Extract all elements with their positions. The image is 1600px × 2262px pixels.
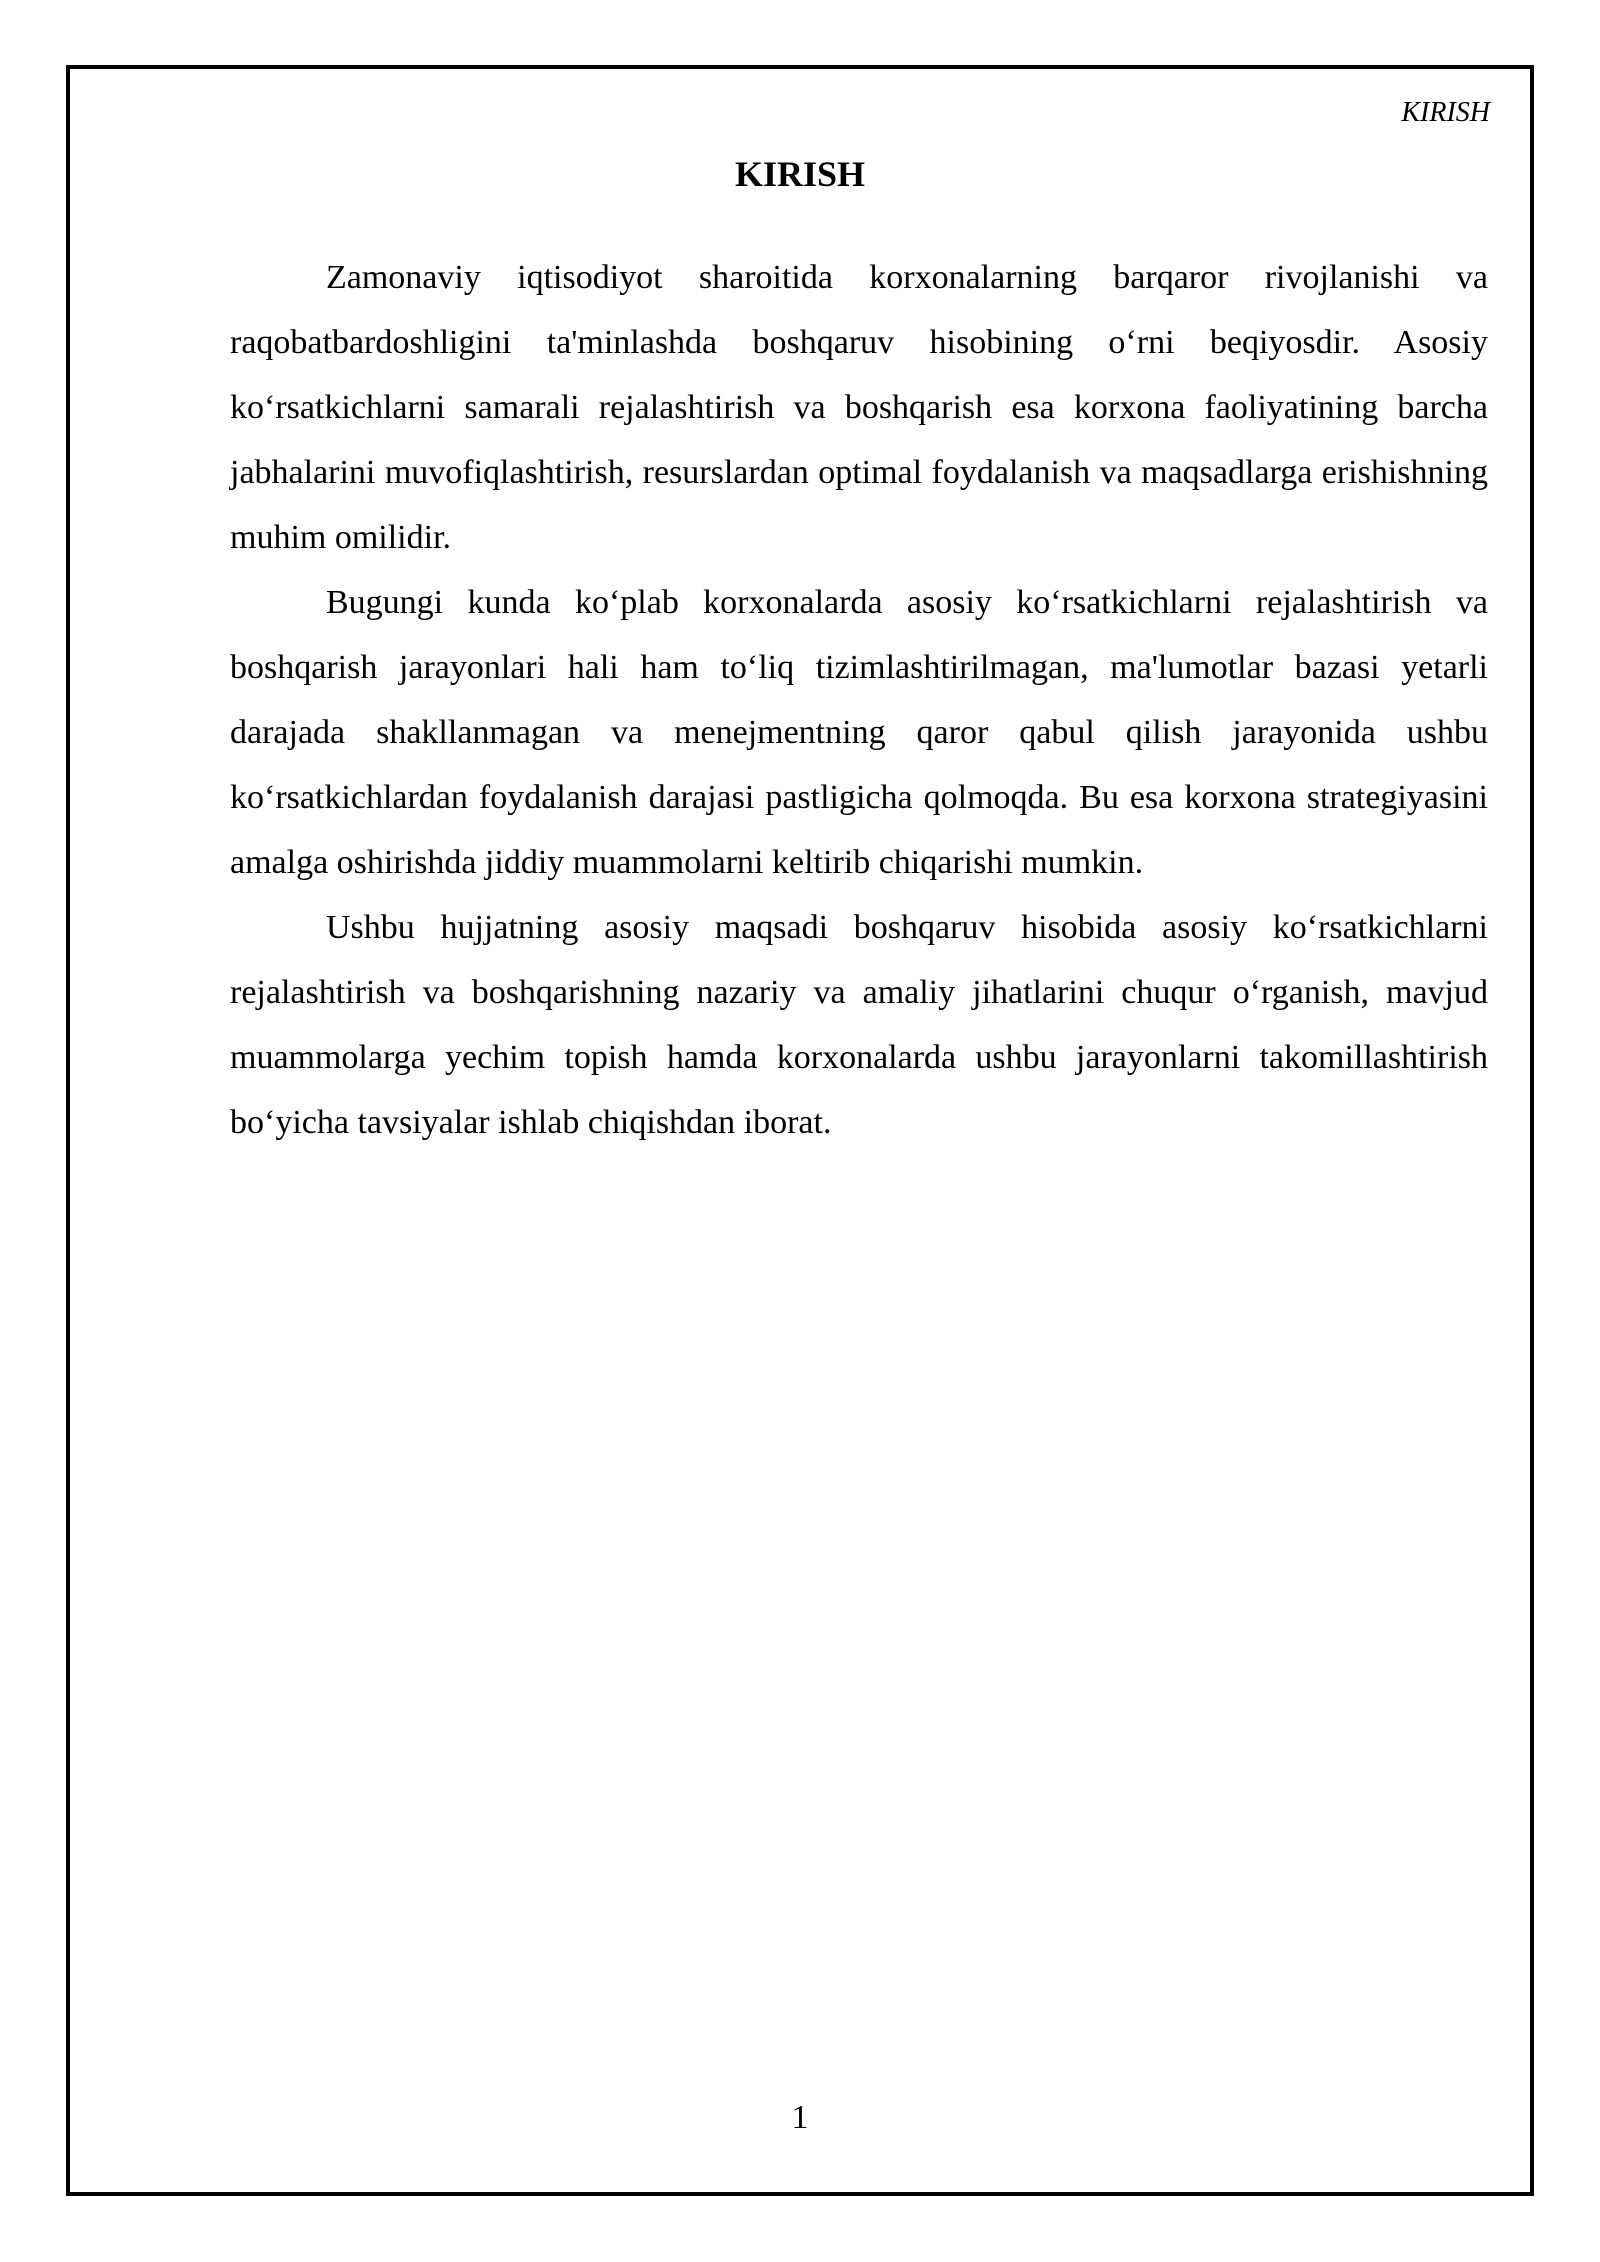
body-text: [230, 245, 1488, 1155]
page-title: KIRISH: [734, 154, 866, 194]
paragraph: Ushbu hujjatning asosiy maqsadi boshqaruv hisobida asosiy ko‘rsatkichlarni rejalashtirish va boshqarishning nazariy va amaliy jihatlarini chuqur o‘rganish, mavjud muammolarga yechim topish hamda korxonalarda ushbu jarayonlarni takomillashtirish bo‘yicha tavsiyalar ishlab chiqishdan iborat.: [230, 909, 1488, 1141]
page-number: 1: [791, 2099, 809, 2136]
running-header: KIRISH: [1401, 97, 1490, 128]
paragraph: Bugungi kunda ko‘plab korxonalarda asosiy ko‘rsatkichlarni rejalashtirish va boshqarish jarayonlari hali ham to‘liq tizimlashtirilmagan, ma'lumotlar bazasi yetarli darajada shakllanmagan va menejmentning qaror qabul qilish jarayonida ushbu ko‘rsatkichlardan foydalanish darajasi pastligicha qolmoqda. Bu esa korxona strategiyasini amalga oshirishda jiddiy muammolarni keltirib chiqarishi mumkin.: [230, 584, 1488, 881]
paragraph: Zamonaviy iqtisodiyot sharoitida korxonalarning barqaror rivojlanishi va raqobatbardoshligini ta'minlashda boshqaruv hisobining o‘rni beqiyosdir. Asosiy ko‘rsatkichlarni samarali rejalashtirish va boshqarish esa korxona faoliyatining barcha jabhalarini muvofiqlashtirish, resurslardan optimal foydalanish va maqsadlarga erishishning muhim omilidir.: [230, 259, 1488, 556]
